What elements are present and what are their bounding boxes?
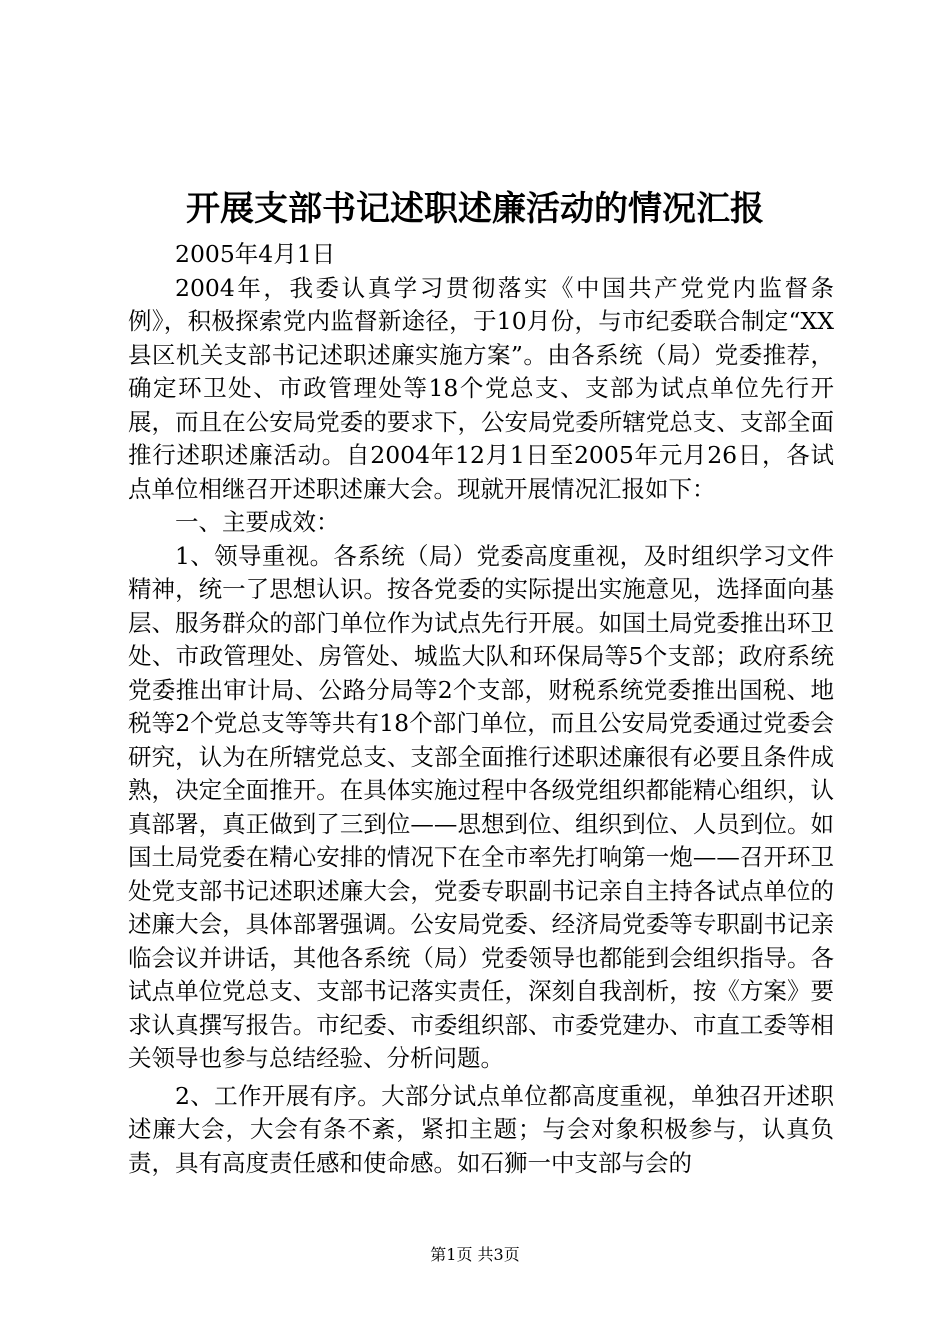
document-body xyxy=(128,238,834,1180)
document-title: 开展支部书记述职述廉活动的情况汇报 xyxy=(186,189,764,229)
paragraph-intro: 2004年，我委认真学习贯彻落实《中国共产党党内监督条例》，积极探索党内监督新途径，于10月份，与市纪委联合制定“XX县区机关支部书记述职述廉实施方案”。由各系统（局）党委推荐，确定环卫处、市政管理处等18个党总支、支部为试点单位先行开展，而且在公安局党委的要求下，公安局党委所辖党总支、支部全面推行述职述廉活动。自2004年12月1日至2005年元月26日，各试点单位相继召开述职述廉大会。现就开展情况汇报如下： xyxy=(128,273,834,503)
page-footer: 第1页 共3页 xyxy=(430,1245,520,1264)
paragraph-leadership: 1、领导重视。各系统（局）党委高度重视，及时组织学习文件精神，统一了思想认识。按各党委的实际提出实施意见，选择面向基层、服务群众的部门单位作为试点先行开展。如国土局党委推出环卫处、市政管理处、房管处、城监大队和环保局等5个支部；政府系统党委推出审计局、公路分局等2个支部，财税系统党委推出国税、地税等2个党总支等等共有18个部门单位，而且公安局党委通过党委会研究，认为在所辖党总支、支部全面推行述职述廉很有必要且条件成熟，决定全面推开。在具体实施过程中各级党组织都能精心组织，认真部署，真正做到了三到位——思想到位、组织到位、人员到位。如国土局党委在精心安排的情况下在全市率先打响第一炮——召开环卫处党支部书记述职述廉大会，党委专职副书记亲自主持各试点单位的述廉大会，具体部署强调。公安局党委、经济局党委等专职副书记亲临会议并讲话，其他各系统（局）党委领导也都能到会组织指导。各试点单位党总支、支部书记落实责任，深刻自我剖析，按《方案》要求认真撰写报告。市纪委、市委组织部、市委党建办、市直工委等相关领导也参与总结经验、分析问题。 xyxy=(128,541,834,1072)
document-date: 2005年4月1日 xyxy=(175,240,336,268)
paragraph-orderly-work: 2、工作开展有序。大部分试点单位都高度重视，单独召开述职述廉大会，大会有条不紊，紧扣主题；与会对象积极参与，认真负责，具有高度责任感和使命感。如石狮一中支部与会的 xyxy=(128,1081,834,1177)
section-heading-main-results: 一、主要成效： xyxy=(175,508,340,536)
